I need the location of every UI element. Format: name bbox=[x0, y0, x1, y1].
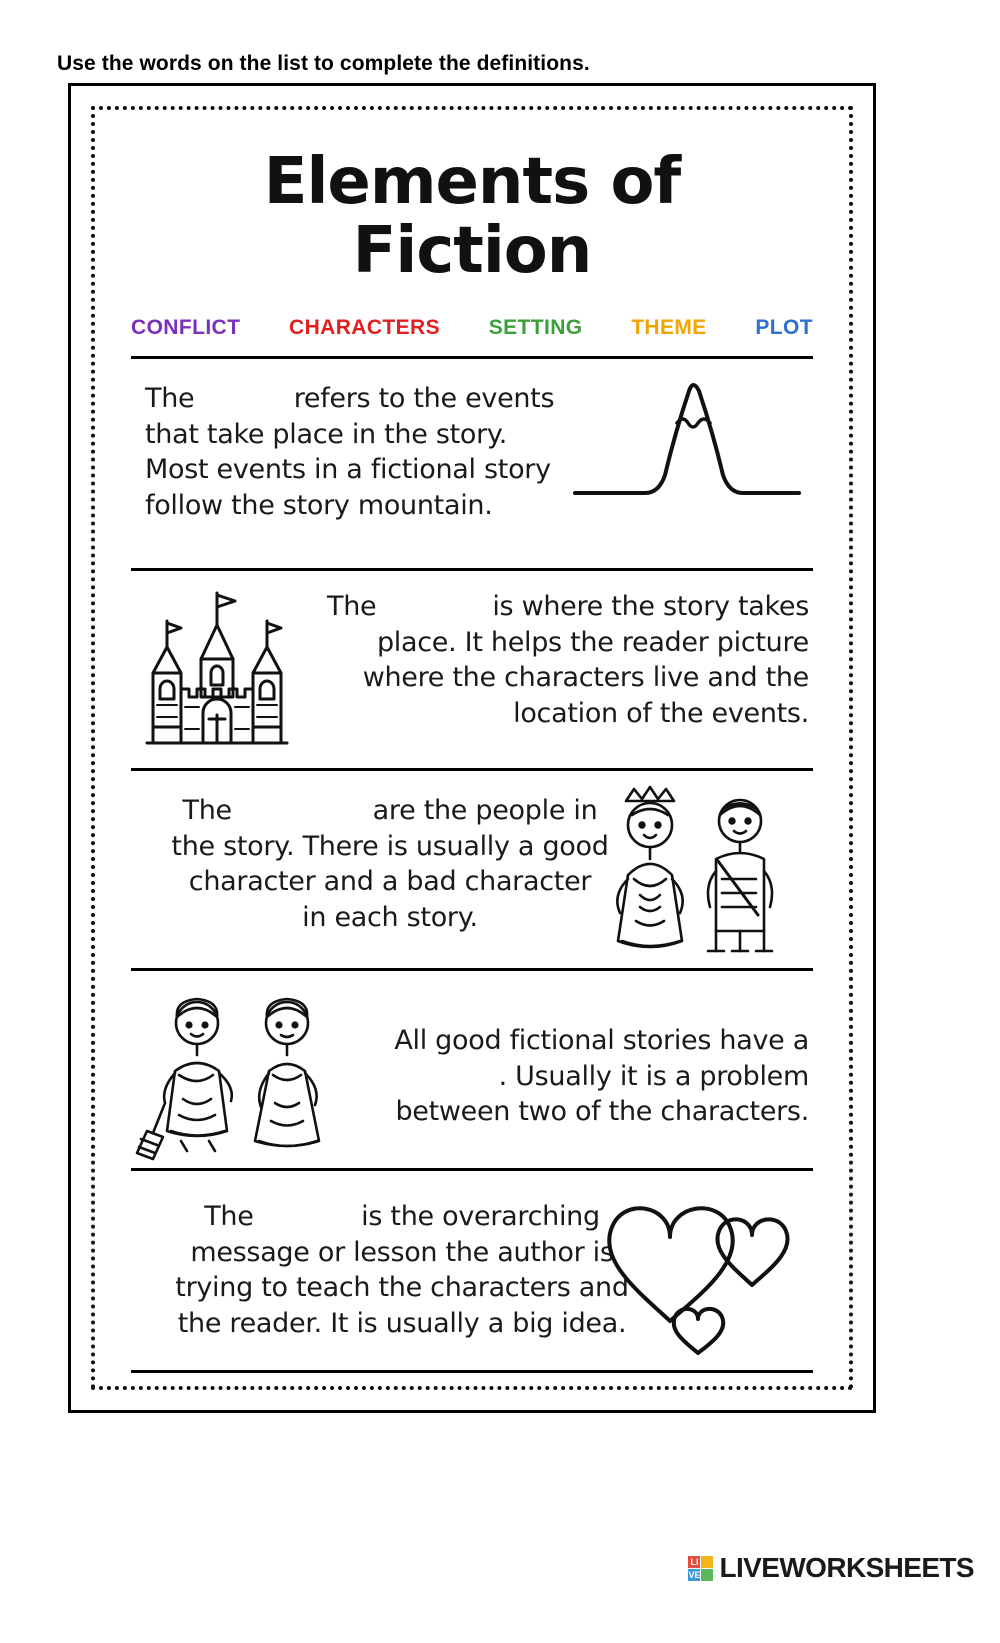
definition-line: The is the overarching bbox=[204, 1201, 600, 1232]
word-bank-item-conflict[interactable]: CONFLICT bbox=[131, 316, 241, 339]
hearts-icon bbox=[592, 1181, 807, 1366]
definition-row-theme bbox=[131, 1168, 813, 1373]
liveworksheets-brand-text: LIVEWORKSHEETS bbox=[719, 1552, 974, 1583]
word-bank-item-characters[interactable]: CHARACTERS bbox=[289, 316, 441, 339]
definition-line: message or lesson the author is bbox=[190, 1236, 614, 1268]
definition-line: place. It helps the reader picture bbox=[376, 626, 809, 658]
definition-line: Most events in a fictional story bbox=[145, 454, 551, 486]
worksheet-dotted-border bbox=[91, 106, 853, 1390]
definition-line: The is where the story takes bbox=[327, 591, 809, 622]
definition-line: the story. There is usually a good bbox=[171, 830, 609, 862]
definition-row-characters bbox=[131, 768, 813, 968]
liveworksheets-mark-icon bbox=[688, 1556, 713, 1581]
definition-text-theme bbox=[137, 1199, 667, 1342]
definition-line: trying to teach the characters and bbox=[175, 1272, 629, 1304]
definition-line: character and a bad character bbox=[188, 866, 592, 898]
logo-tile-blank-1 bbox=[701, 1556, 713, 1568]
word-bank-item-setting[interactable]: SETTING bbox=[488, 316, 583, 339]
definition-line: follow the story mountain. bbox=[145, 489, 493, 521]
word-bank-item-plot[interactable]: PLOT bbox=[755, 316, 813, 339]
logo-tile-li: LI bbox=[690, 1556, 699, 1567]
definition-line: The refers to the events bbox=[145, 383, 555, 414]
definition-text-characters bbox=[135, 793, 645, 936]
liveworksheets-logo bbox=[688, 1552, 974, 1584]
cinderella-and-stepsister-icon bbox=[135, 979, 350, 1164]
definitions-list bbox=[131, 356, 813, 1372]
title-line-2: Fiction bbox=[352, 214, 592, 289]
logo-tile-blank-2 bbox=[701, 1569, 713, 1581]
definition-row-plot bbox=[131, 356, 813, 568]
definition-line: the reader. It is usually a big idea. bbox=[177, 1307, 627, 1339]
word-bank-item-theme[interactable]: THEME bbox=[631, 316, 707, 339]
story-mountain-icon bbox=[567, 371, 807, 541]
definition-line: between two of the characters. bbox=[395, 1096, 809, 1128]
princess-and-prince-icon bbox=[588, 775, 803, 965]
definition-text-conflict bbox=[346, 1023, 809, 1130]
definition-line: that take place in the story. bbox=[145, 418, 508, 450]
logo-tile-ve: VE bbox=[688, 1569, 701, 1580]
instruction-text: Use the words on the list to complete the definitions. bbox=[57, 52, 590, 75]
definition-line: . Usually it is a problem bbox=[424, 1060, 809, 1092]
definition-row-setting bbox=[131, 568, 813, 768]
word-bank bbox=[131, 316, 813, 340]
definition-line: where the characters live and the bbox=[362, 662, 809, 694]
definition-line: The are the people in bbox=[182, 795, 598, 826]
definition-line: location of the events. bbox=[513, 697, 809, 729]
castle-icon bbox=[131, 577, 301, 762]
definition-line: in each story. bbox=[302, 901, 478, 933]
title-line-1: Elements of bbox=[263, 145, 681, 219]
definition-text-setting bbox=[291, 589, 809, 732]
worksheet-title bbox=[95, 145, 849, 289]
definition-row-conflict bbox=[131, 968, 813, 1168]
worksheet-frame bbox=[68, 83, 876, 1413]
definition-line: All good fictional stories have a bbox=[394, 1025, 809, 1056]
